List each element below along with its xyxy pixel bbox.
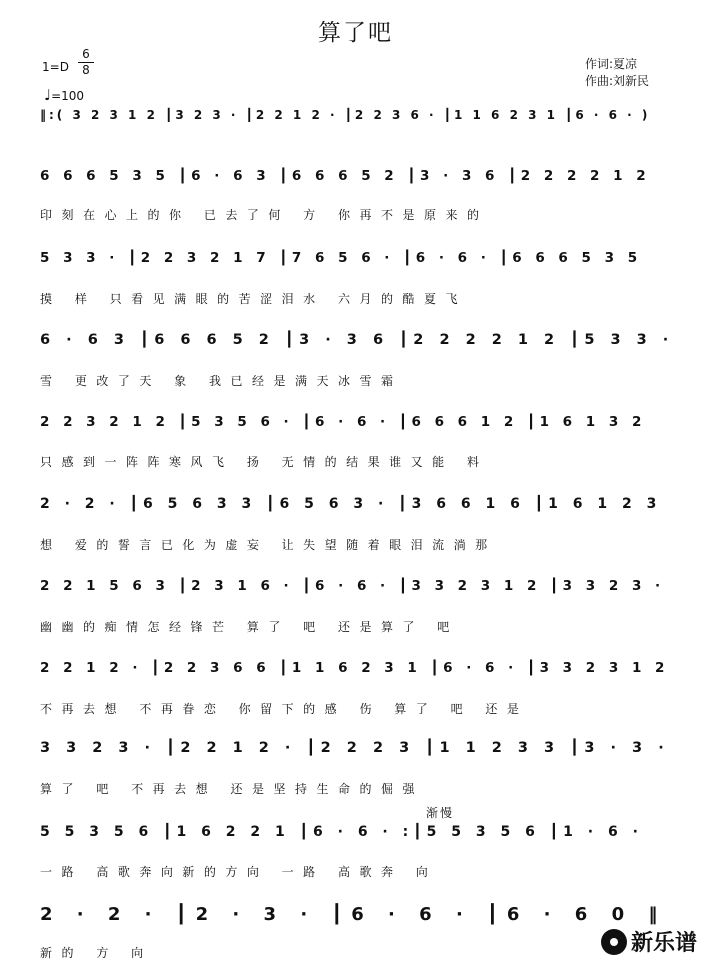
score-row — [40, 824, 680, 854]
song-title: 算了吧 — [318, 20, 393, 46]
row-notes: 5 5 3 5 6 ┃1 6 2 2 1 ┃6 · 6 · :┃5 5 3 5 6 ┃1 · 6 · — [40, 824, 643, 840]
tempo-value: =100 — [51, 89, 85, 103]
row-lyrics: 雪 更改了天 象 我已经是满天冰雪霜 — [40, 374, 403, 388]
score-row — [40, 496, 680, 526]
row-lyrics: 只感到一阵阵寒风飞 扬 无情的结果谁又能 料 — [40, 455, 489, 469]
score-row — [40, 250, 680, 280]
row-lyrics: 算了 吧 不再去想 还是坚持生命的倔强 — [40, 782, 424, 796]
row-notes: 3 3 2 3 · ┃2 2 1 2 · ┃2 2 2 3 ┃1 1 2 3 3 ┃3 · 3 · — [40, 740, 670, 756]
row-lyrics: 幽幽的痴情怎经锋芒 算了 吧 还是算了 吧 — [40, 620, 459, 634]
row-notes: 2 2 1 5 6 3 ┃2 3 1 6 · ┃6 · 6 · ┃3 3 2 3 1 2 ┃3 3 2 3 · — [40, 578, 665, 594]
key-signature: 1=D — [42, 60, 69, 74]
row-notes: 6 · 6 3 ┃6 6 6 5 2 ┃3 · 3 6 ┃2 2 2 2 1 2 ┃5 3 3 · — [40, 332, 674, 348]
time-signature-bottom: 8 — [82, 63, 90, 77]
tempo-mark-ritardando: 渐慢 — [426, 806, 455, 820]
row-lyrics: 新的 方 向 — [40, 946, 153, 960]
row-lyrics: 想 爱的誓言已化为虚妄 让失望随着眼泪流淌那 — [40, 538, 497, 552]
row-notes: 2 2 1 2 · ┃2 2 3 6 6 ┃1 1 6 2 3 1 ┃6 · 6 · ┃3 3 2 3 1 2 — [40, 660, 669, 676]
row-notes: 2 · 2 · ┃2 · 3 · ┃6 · 6 · ┃6 · 6 0 ‖ — [40, 904, 667, 925]
row-lyrics: 一路 高歌奔向新的方向 一路 高歌奔 向 — [40, 865, 438, 879]
row-notes: 2 2 3 2 1 2 ┃5 3 5 6 · ┃6 · 6 · ┃6 6 6 1 2 ┃1 6 1 3 2 — [40, 414, 646, 430]
score-row — [40, 660, 680, 690]
row-notes: 2 · 2 · ┃6 5 6 3 3 ┃6 5 6 3 · ┃3 6 6 1 6 ┃1 6 1 2 3 — [40, 496, 662, 512]
score-row — [40, 108, 680, 138]
row-lyrics: 摸 样 只看见满眼的苦涩泪水 六月的酷夏飞 — [40, 292, 467, 306]
tempo-marking — [44, 86, 84, 104]
composer: 作曲:刘新民 — [585, 74, 650, 88]
record-disc-icon — [601, 929, 627, 955]
score-row — [40, 168, 680, 198]
time-signature — [76, 48, 96, 77]
score-row — [40, 740, 680, 770]
credits — [585, 56, 649, 90]
row-notes: 6 6 6 5 3 5 ┃6 · 6 3 ┃6 6 6 5 2 ┃3 · 3 6 ┃2 2 2 2 1 2 — [40, 168, 651, 184]
score-row — [40, 904, 680, 934]
watermark-logo — [601, 926, 697, 957]
quarter-note-icon: ♩ — [44, 86, 52, 104]
score-row — [40, 578, 680, 608]
row-notes: ‖:( 3 2 3 1 2 ┃3 2 3 · ┃2 2 1 2 · ┃2 2 3 6 · ┃1 1 6 2 3 1 ┃6 · 6 · ) — [40, 108, 651, 122]
score-row — [40, 332, 680, 362]
row-lyrics: 印刻在心上的你 已去了何 方 你再不是原来的 — [40, 208, 489, 222]
time-signature-top: 6 — [82, 47, 90, 61]
score-row — [40, 414, 680, 444]
row-notes: 5 3 3 · ┃2 2 3 2 1 7 ┃7 6 5 6 · ┃6 · 6 · ┃6 6 6 5 3 5 — [40, 250, 642, 266]
lyricist: 作词:夏凉 — [585, 57, 638, 71]
watermark-text: 新乐谱 — [630, 931, 697, 956]
row-lyrics: 不再去想 不再眷恋 你留下的感 伤 算了 吧 还是 — [40, 702, 529, 716]
